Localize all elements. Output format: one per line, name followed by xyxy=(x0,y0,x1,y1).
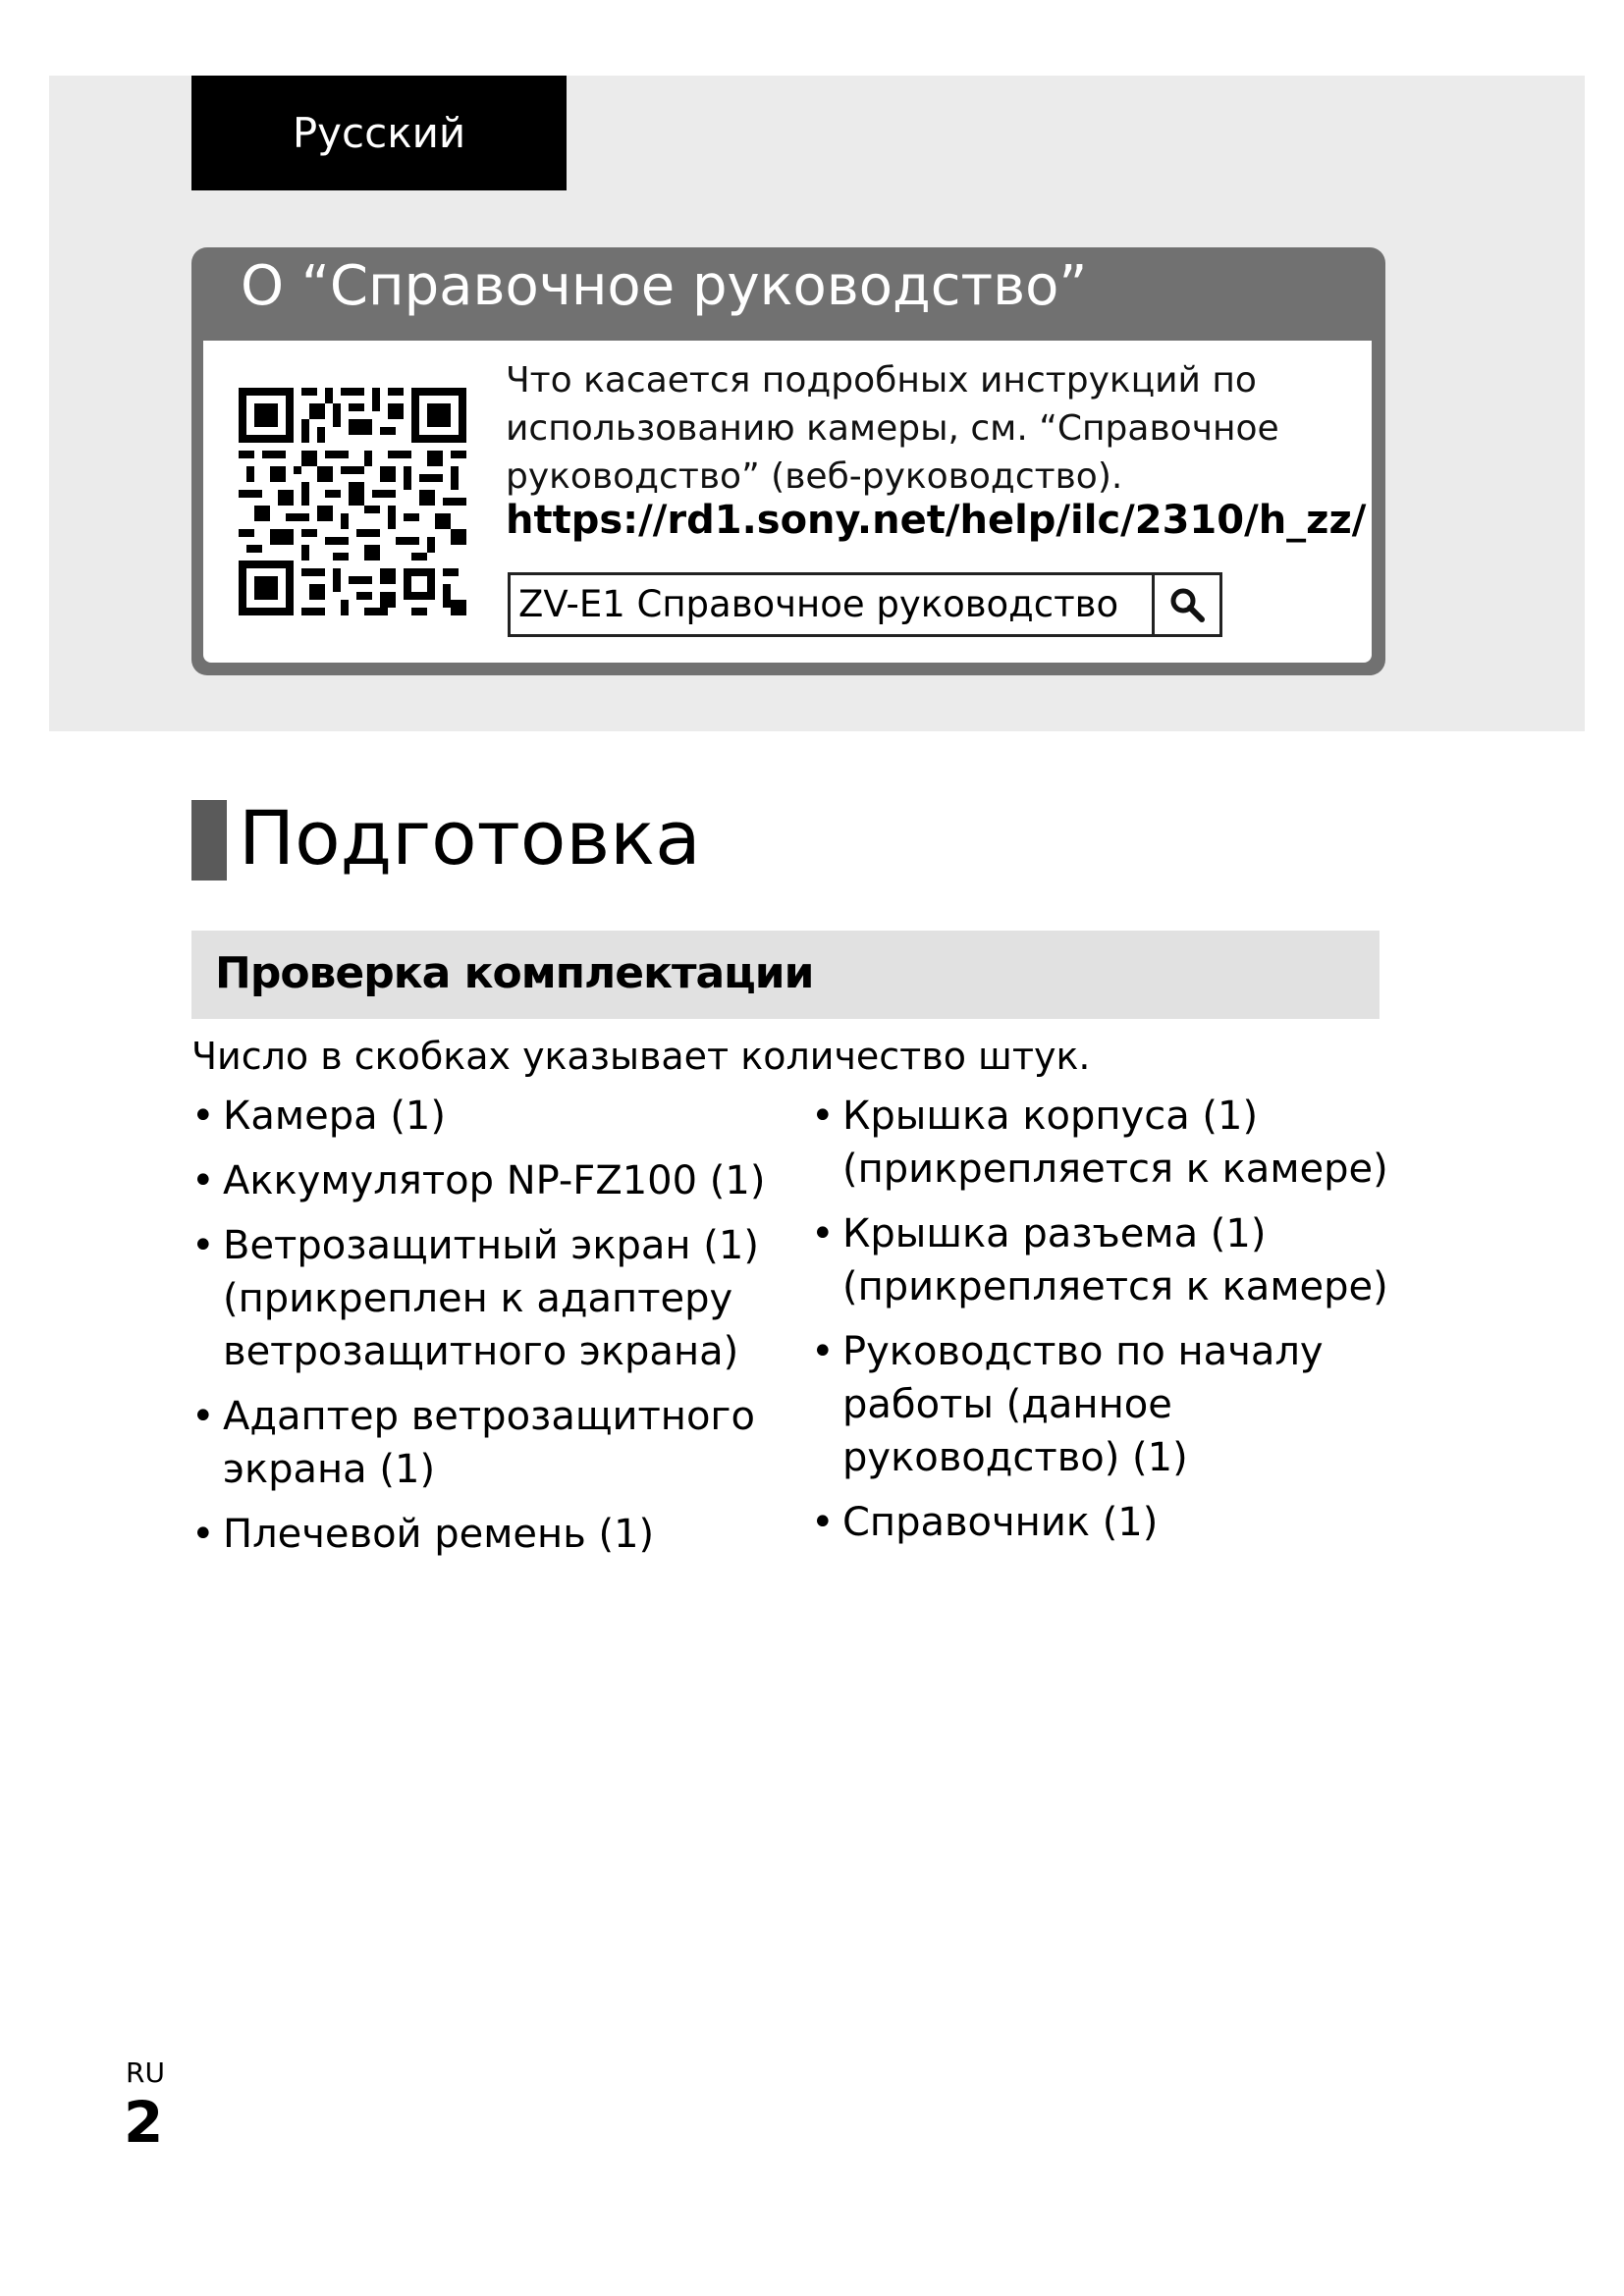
list-item xyxy=(811,1496,1400,1549)
bullet: • xyxy=(191,1094,215,1139)
list-item xyxy=(191,1390,781,1496)
list-item-text: Крышка корпуса (1) (прикрепляется к камере) xyxy=(842,1094,1388,1192)
contents-list-right xyxy=(811,1090,1400,1561)
list-item xyxy=(811,1207,1400,1313)
list-item-text: Камера (1) xyxy=(223,1094,446,1139)
bullet: • xyxy=(191,1223,215,1268)
list-item xyxy=(191,1090,781,1143)
section-marker xyxy=(191,800,227,881)
bullet: • xyxy=(811,1211,835,1256)
subsection-title: Проверка комплектации xyxy=(215,948,814,998)
magnifier-icon xyxy=(1167,585,1207,624)
bullet: • xyxy=(191,1512,215,1557)
bullet: • xyxy=(811,1500,835,1545)
search-box[interactable] xyxy=(508,572,1222,637)
bullet: • xyxy=(811,1094,835,1139)
bullet: • xyxy=(191,1158,215,1203)
help-guide-url[interactable]: https://rd1.sony.net/help/ilc/2310/h_zz/ xyxy=(506,498,1367,543)
language-label: Русский xyxy=(292,109,466,157)
list-item xyxy=(191,1508,781,1561)
page-language-code: RU xyxy=(126,2056,165,2089)
help-guide-line: Что касается подробных инструкций по xyxy=(506,360,1257,400)
list-item-text: Руководство по началу работы (данное руководство) (1) xyxy=(842,1329,1324,1480)
help-guide-box xyxy=(191,247,1385,675)
list-item xyxy=(191,1219,781,1378)
help-guide-line: руководство” (веб-руководство). xyxy=(506,456,1123,497)
subsection-header xyxy=(191,931,1380,1019)
help-guide-line: использованию камеры, см. “Справочное xyxy=(506,408,1279,449)
list-item xyxy=(191,1154,781,1207)
help-guide-content xyxy=(203,341,1372,663)
section-title: Подготовка xyxy=(239,794,701,881)
list-item-text: Плечевой ремень (1) xyxy=(223,1512,655,1557)
list-item xyxy=(811,1090,1400,1196)
list-item xyxy=(811,1325,1400,1484)
search-button[interactable] xyxy=(1152,575,1219,634)
search-text: ZV-E1 Справочное руководство xyxy=(518,583,1119,625)
list-item-text: Адаптер ветрозащитного экрана (1) xyxy=(223,1394,755,1492)
bullet: • xyxy=(191,1394,215,1439)
list-item-text: Ветрозащитный экран (1) (прикреплен к адаптеру ветрозащитного экрана) xyxy=(223,1223,759,1374)
language-tab xyxy=(191,76,567,190)
intro-text: Число в скобках указывает количество штук. xyxy=(191,1035,1091,1078)
list-item-text: Аккумулятор NP-FZ100 (1) xyxy=(223,1158,766,1203)
help-guide-title: О “Справочное руководство” xyxy=(241,254,1088,318)
qr-code-icon xyxy=(239,388,466,615)
list-item-text: Крышка разъема (1) (прикрепляется к камере) xyxy=(842,1211,1388,1309)
help-guide-description xyxy=(506,356,1360,501)
contents-list-left xyxy=(191,1090,781,1573)
bullet: • xyxy=(811,1329,835,1374)
page-number: 2 xyxy=(124,2089,164,2156)
list-item-text: Справочник (1) xyxy=(842,1500,1159,1545)
